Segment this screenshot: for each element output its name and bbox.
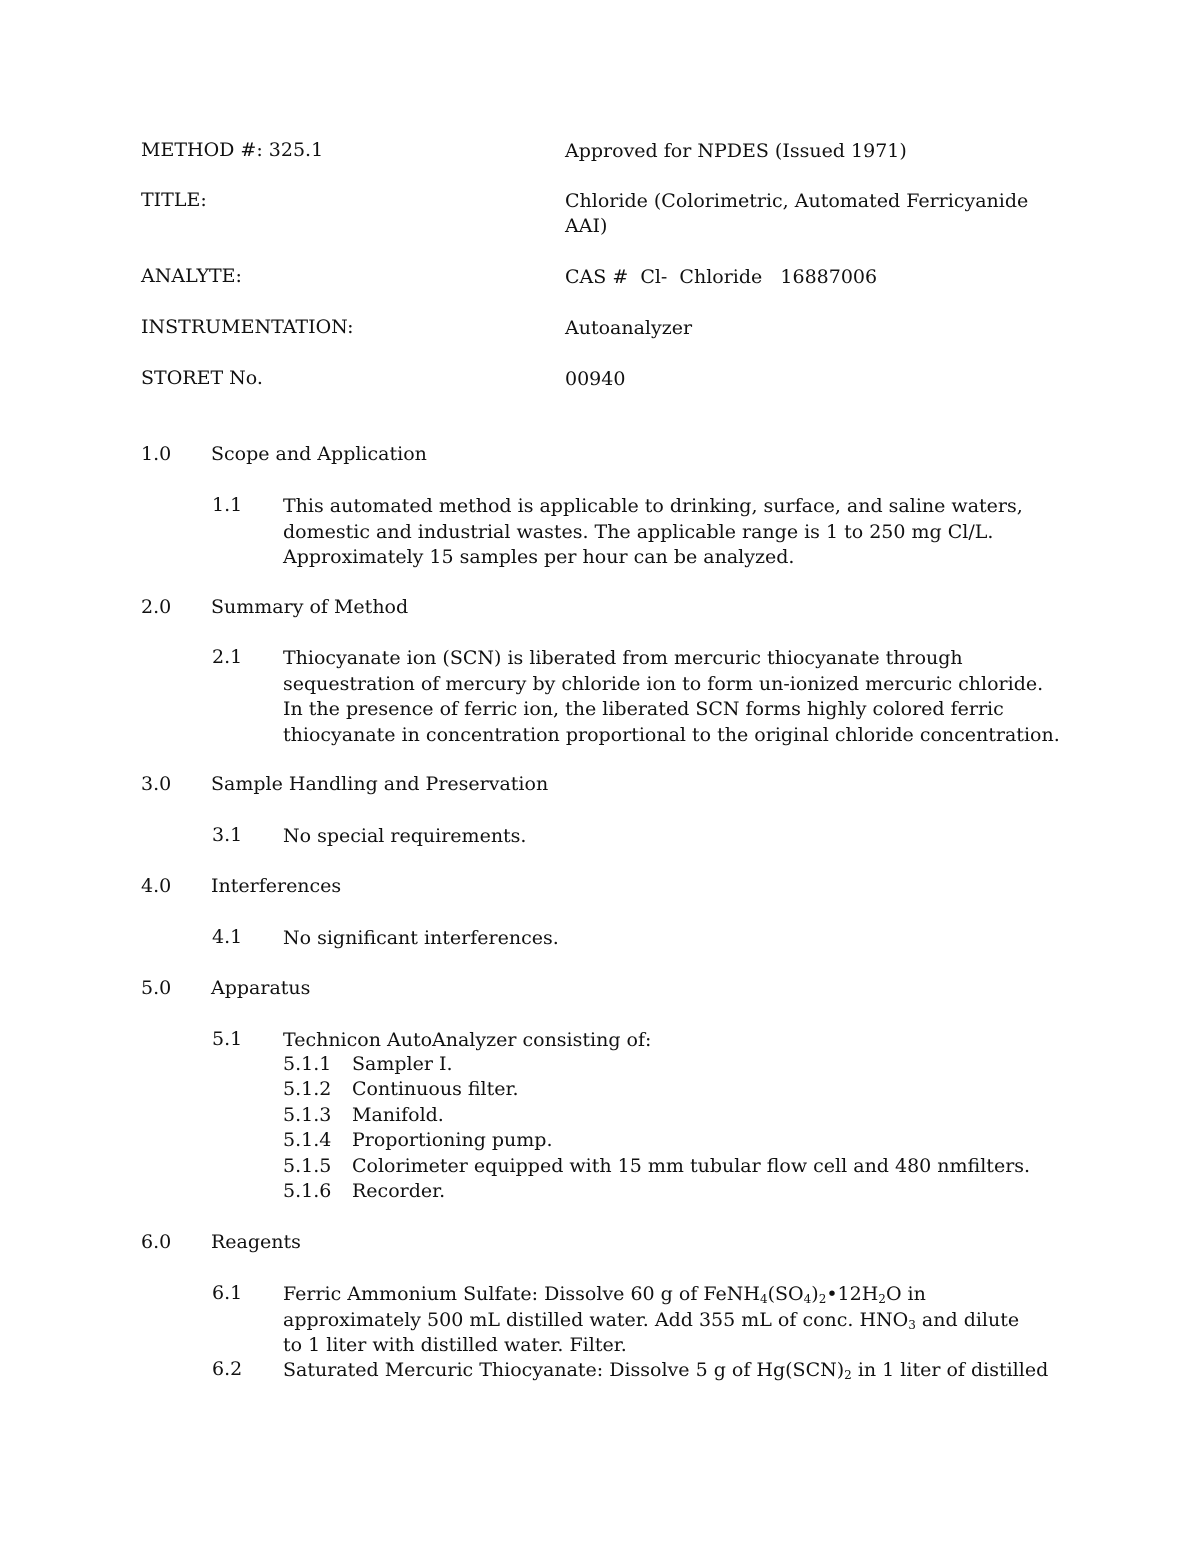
section-number: 2.0 <box>141 596 172 618</box>
instrumentation-value: Autoanalyzer <box>565 317 693 339</box>
paragraph-text <box>283 1028 1083 1054</box>
text-line <box>283 1358 1083 1384</box>
text-fragment: ) <box>811 1283 819 1305</box>
text-line: Approximately 15 samples per hour can be analyzed. <box>283 546 795 568</box>
section-number: 1.0 <box>141 443 172 465</box>
subscript: 4 <box>803 1292 812 1306</box>
paragraph-text <box>283 926 1083 952</box>
section-title: Summary of Method <box>211 596 409 618</box>
subscript: 2 <box>878 1292 886 1306</box>
paragraph-text <box>283 824 1083 850</box>
section-number: 4.0 <box>141 875 172 897</box>
text-line: This automated method is applicable to drinking, surface, and saline waters, <box>283 495 1023 517</box>
subscript: 3 <box>908 1317 916 1332</box>
sub-item-number: 5.1.2 <box>283 1078 332 1100</box>
sub-item-number: 5.1.5 <box>283 1155 332 1177</box>
sub-item-number: 5.1.1 <box>283 1053 332 1075</box>
paragraph-number: 4.1 <box>212 926 243 948</box>
analyte-label: ANALYTE: <box>141 265 242 287</box>
sub-item-number: 5.1.4 <box>283 1129 332 1151</box>
paragraph-number: 2.1 <box>212 646 243 668</box>
section-title: Apparatus <box>211 977 311 999</box>
storet-value: 00940 <box>565 368 626 390</box>
text-line: No special requirements. <box>283 825 527 847</box>
section-title: Sample Handling and Preservation <box>211 773 549 795</box>
text-line: domestic and industrial wastes. The applicable range is 1 to 250 mg Cl/L. <box>283 520 994 543</box>
sub-item-text: Manifold. <box>352 1104 444 1126</box>
text-line: thiocyanate in concentration proportional to the original chloride concentration. <box>283 723 1060 746</box>
text-line <box>283 1308 1083 1334</box>
paragraph-number: 3.1 <box>212 824 243 846</box>
sub-item-number: 5.1.3 <box>283 1104 332 1126</box>
text-line: to 1 liter with distilled water. Filter. <box>283 1334 627 1356</box>
sub-item-text: Proportioning pump. <box>352 1129 553 1151</box>
section-number: 5.0 <box>141 977 172 999</box>
instrumentation-label: INSTRUMENTATION: <box>141 316 354 338</box>
text-line: sequestration of mercury by chloride ion to form un-ionized mercuric chloride. <box>283 672 1044 695</box>
text-line: No significant interferences. <box>283 927 559 949</box>
text-fragment: (SO <box>767 1283 804 1305</box>
paragraph-text <box>283 494 1083 571</box>
paragraph-number: 5.1 <box>212 1028 243 1050</box>
text-fragment: •12H <box>826 1283 879 1305</box>
text-fragment: Saturated Mercuric Thiocyanate: Dissolve 5 g of Hg(SCN) <box>283 1359 845 1381</box>
paragraph-number: 6.2 <box>212 1358 243 1380</box>
paragraph-text <box>283 646 1083 748</box>
paragraph-text <box>283 1358 1083 1384</box>
section-number: 6.0 <box>141 1231 172 1253</box>
text-line: Technicon AutoAnalyzer consisting of: <box>283 1029 652 1051</box>
text-line: Thiocyanate ion (SCN) is liberated from mercuric thiocyanate through <box>283 647 963 669</box>
analyte-value: CAS # Cl- Chloride 16887006 <box>565 266 878 288</box>
sub-item-text: Continuous filter. <box>352 1078 519 1100</box>
section-title: Scope and Application <box>211 443 427 465</box>
section-title: Interferences <box>211 875 342 897</box>
sub-item-text: Colorimeter equipped with 15 mm tubular flow cell and 480 nmfilters. <box>352 1155 1031 1177</box>
paragraph-number: 1.1 <box>212 494 243 516</box>
subscript: 2 <box>844 1368 852 1382</box>
text-line: In the presence of ferric ion, the liberated SCN forms highly colored ferric <box>283 698 1004 720</box>
text-line <box>283 1282 1083 1308</box>
sub-item-text: Recorder. <box>352 1180 446 1202</box>
section-title: Reagents <box>211 1231 301 1253</box>
sub-item-text: Sampler I. <box>352 1053 453 1075</box>
paragraph-text <box>283 1282 1083 1359</box>
text-fragment: in 1 liter of distilled <box>851 1359 1049 1381</box>
subscript: 4 <box>759 1292 768 1306</box>
title-label: TITLE: <box>141 189 207 211</box>
title-value: Chloride (Colorimetric, Automated Ferricyanide AAI) <box>565 190 1029 237</box>
method-label: METHOD #: 325.1 <box>141 139 324 161</box>
sub-item-number: 5.1.6 <box>283 1180 332 1202</box>
section-number: 3.0 <box>141 773 172 795</box>
storet-label: STORET No. <box>141 367 263 389</box>
subscript: 2 <box>818 1292 827 1306</box>
text-fragment: O in <box>885 1283 926 1305</box>
method-value: Approved for NPDES (Issued 1971) <box>565 140 907 162</box>
text-fragment: Ferric Ammonium Sulfate: Dissolve 60 g of FeNH <box>283 1283 760 1305</box>
paragraph-number: 6.1 <box>212 1282 243 1304</box>
text-fragment: approximately 500 mL distilled water. Add 355 mL of conc. HNO <box>283 1308 909 1331</box>
text-fragment: and dilute <box>915 1308 1020 1331</box>
